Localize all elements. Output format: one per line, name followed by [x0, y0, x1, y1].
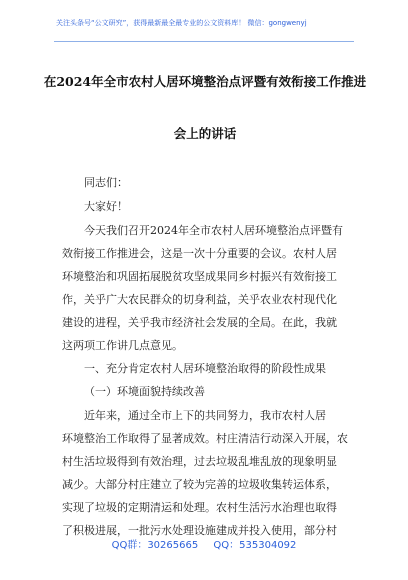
body-line: 环境整治工作取得了显著成效。村庄清洁行动深入开展，农	[62, 432, 348, 445]
subsection-heading: （一）环境面貌持续改善	[84, 385, 205, 398]
salutation: 同志们：	[84, 176, 128, 189]
section-heading: 一、充分肯定农村人居环境整治取得的阶段性成果	[84, 362, 326, 375]
footer-contact	[0, 536, 408, 551]
greeting: 大家好！	[84, 200, 128, 213]
header-divider	[54, 41, 354, 42]
body-line: 这两项工作讲几点意见。	[62, 339, 183, 352]
body-line: 村生活垃圾得到有效治理，过去垃圾乱堆乱放的现象明显	[62, 455, 337, 468]
body-line: 实现了垃圾的定期清运和处理。农村生活污水治理也取得	[62, 501, 337, 514]
footer-qq-group: QQ群：30265665	[111, 540, 199, 551]
body-line: 减少。大部分村庄建立了较为完善的垃圾收集转运体系，	[62, 478, 337, 491]
body-line: 今天我们召开2024年全市农村人居环境整治点评暨有	[84, 224, 343, 237]
body-line: 建设的进程，关乎我市经济社会发展的全局。在此，我就	[62, 316, 337, 329]
body-line: 作，关乎广大农民群众的切身利益，关乎农业农村现代化	[62, 293, 337, 306]
document-title-line1: 在2024年全市农村人居环境整治点评暨有效衔接工作推进	[43, 74, 367, 89]
body-line: 环境整治和巩固拓展脱贫攻坚成果同乡村振兴有效衔接工	[62, 270, 337, 283]
body-line: 了积极进展，一批污水处理设施建成并投入使用，部分村	[62, 524, 337, 537]
header-notice: 关注头条号“公文研究”，获得最新最全最专业的公文资料库！ 微信：gongwenyj	[56, 19, 307, 27]
body-line: 近年来，通过全市上下的共同努力，我市农村人居	[84, 409, 326, 422]
body-line: 效衔接工作推进会，这是一次十分重要的会议。农村人居	[62, 247, 337, 260]
footer-qq: QQ：535304092	[213, 540, 297, 551]
document-title-line2: 会上的讲话	[173, 126, 237, 141]
